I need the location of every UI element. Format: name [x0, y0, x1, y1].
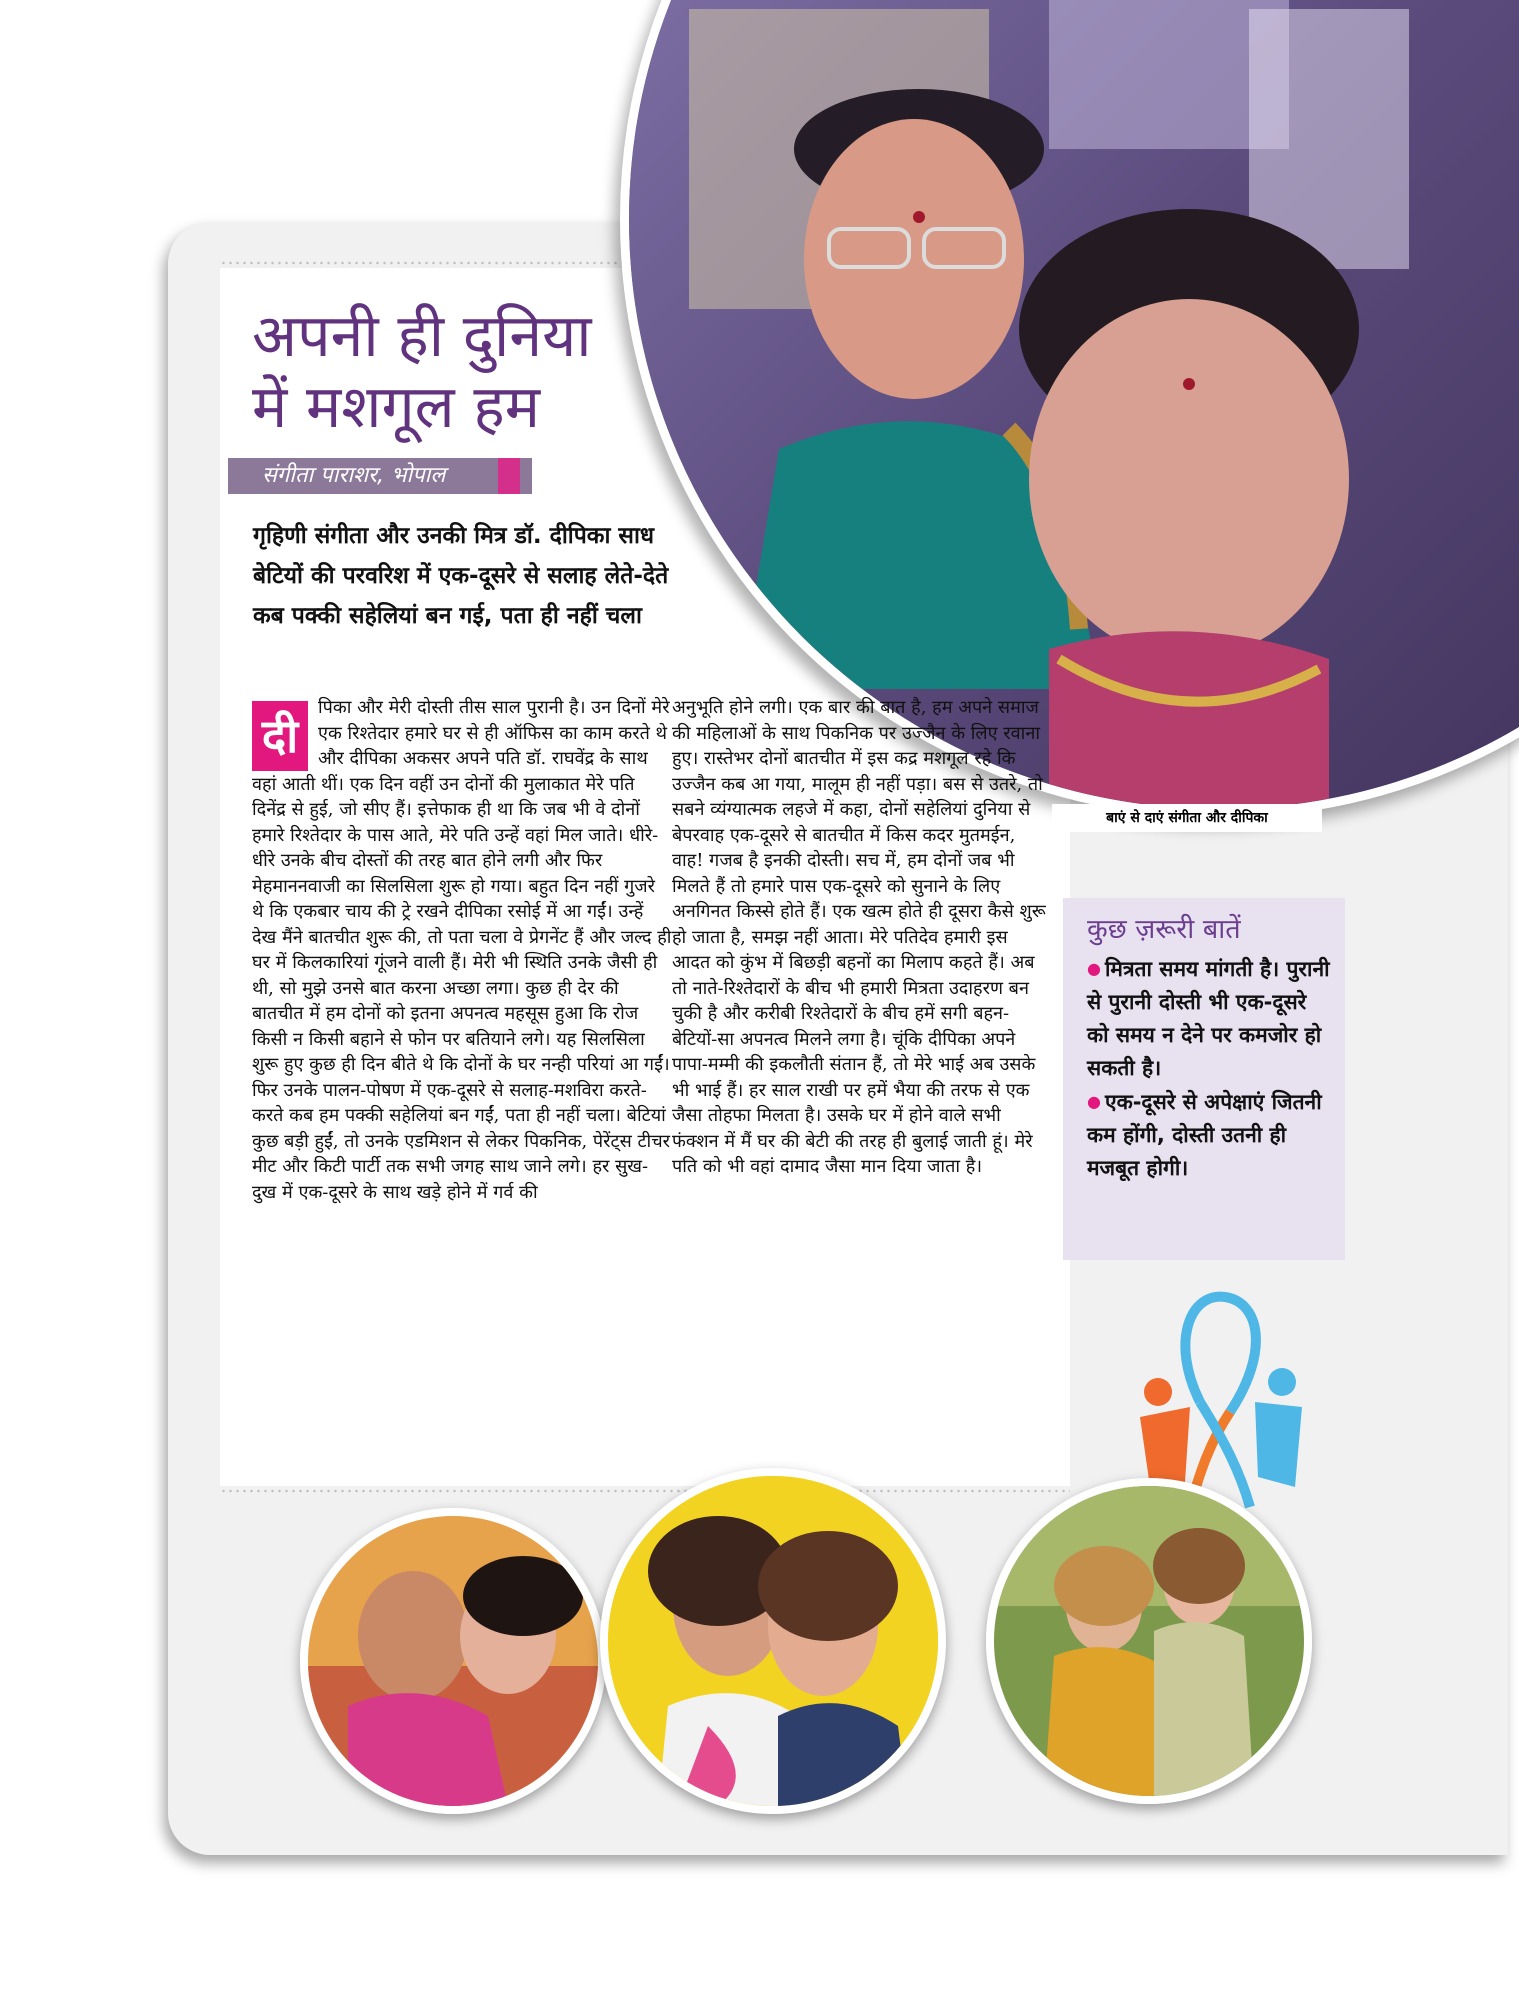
title-line-1: अपनी ही दुनिया	[252, 301, 592, 370]
friends-hug-photo	[300, 1508, 606, 1814]
tip-item-1	[1087, 952, 1331, 1085]
friends-walking-photo	[986, 1478, 1312, 1804]
tip-item-1-text: मित्रता समय मांगती है। पुरानी से पुरानी दोस्ती भी एक-दूसरे को समय न देने पर कमजोर हो सकती है।	[1087, 957, 1330, 1080]
body-column-2: अनुभूति होने लगी। एक बार की बात है, हम अपने समाज की महिलाओं के साथ पिकनिक पर उज्जैन के लिए रवाना हुए। रास्तेभर दोनों बातचीत में इस कद्र मशगूल रहे कि उज्जैन कब आ गया, मालूम ही नहीं पड़ा। बस से उतरे, तो सबने व्यंग्यात्मक लहजे में कहा, दोनों सहेलियां दुनिया से बेपरवाह एक-दूसरे से बातचीत में किस कदर मुतमईन, वाह! गजब है इनकी दोस्ती। सच में, हम दोनों जब भी मिलते हैं तो हमारे पास एक-दूसरे को सुनाने के लिए अनगिनत किस्से होते हैं। एक खत्म होते ही दूसरा कैसे शुरू हो जाता है, समझ नहीं आता। मेरे पतिदेव हमारी इस आदत को कुंभ में बिछड़ी बहनों का मिलाप कहते हैं। अब तो नाते-रिश्तेदारों के बीच भी हमारी मित्रता उदाहरण बन चुकी है और करीबी रिश्तेदारों के बीच हमें सगी बहन-बेटियों-सा अपनत्व मिलने लगा है। चूंकि दीपिका अपने पापा-मम्मी की इकलौती संतान हैं, तो मेरे भाई अब उसके भी भाई हैं। हर साल राखी पर हमें भैया की तरफ से एक जैसा तोहफा मिलता है। उसके घर में होने वाले सभी फंक्शन में मैं घर की बेटी की तरह ही बुलाई जाती हूं। मेरे पति को भी वहां दामाद जैसा मान दिया जाता है।	[672, 697, 1046, 1177]
body-column-1	[252, 695, 672, 1205]
bullet-icon: ●	[1087, 1092, 1101, 1111]
dropcap: दी	[252, 701, 308, 771]
friends-selfie-illustration	[608, 1476, 938, 1806]
lead-paragraph: गृहिणी संगीता और उनकी मित्र डॉ. दीपिका साध बेटियों की परवरिश में एक-दूसरे से सलाह लेते-देते कब पक्की सहेलियां बन गई, पता ही नहीं चला	[253, 523, 669, 629]
byline: संगीता पाराशर, भोपाल	[228, 458, 532, 494]
bullet-icon: ●	[1087, 959, 1101, 978]
friends-walking-illustration	[994, 1486, 1304, 1796]
dotted-border-bottom	[220, 1488, 1070, 1494]
article-title	[252, 300, 592, 443]
tip-item-2	[1087, 1085, 1331, 1185]
title-line-2: में मशगूल हम	[252, 372, 541, 442]
body-column-1-text: पिका और मेरी दोस्ती तीस साल पुरानी है। उन दिनों मेरे एक रिश्तेदार हमारे घर से ही ऑफिस का काम करते थे और दीपिका अकसर अपने पति डॉ. राघवेंद्र के साथ वहां आती थीं। एक दिन वहीं उन दोनों की मुलाकात मेरे पति दिनेंद्र से हुई, जो सीए हैं। इत्तेफाक ही था कि जब भी वे दोनों हमारे रिश्तेदार के पास आते, मेरे पति उन्हें वहां मिल जाते। धीरे-धीरे उनके बीच दोस्तों की तरह बात होने लगी और फिर मेहमाननवाजी का सिलसिला शुरू हो गया। बहुत दिन नहीं गुजरे थे कि एकबार चाय की ट्रे रखने दीपिका रसोई में आ गईं। उन्हें देख मैंने बातचीत शुरू की, तो पता चला वे प्रेगनेंट हैं और जल्द ही घर में किलकारियां गूंजने वाली हैं। मेरी भी स्थिति उनके जैसी ही थी, सो मुझे उनसे बात करना अच्छा लगा। कुछ ही देर की बातचीत में हम दोनों को इतना अपनत्व महसूस हुआ कि रोज किसी न किसी बहाने से फोन पर बतियाने लगे। यह सिलसिला शुरू हुए कुछ ही दिन बीते थे कि दोनों के घर नन्ही परियां आ गईं। फिर उनके पालन-पोषण में एक-दूसरे से सलाह-मशविरा करते-करते कब हम पक्की सहेलियां बन गईं, पता ही नहीं चला। बेटियां कुछ बड़ी हुईं, तो उनके एडमिशन से लेकर पिकनिक, पेरेंट्स टीचर मीट और किटी पार्टी तक सभी जगह साथ जाने लगे। हर सुख-दुख में एक-दूसरे के साथ खड़े होने में गर्व की	[252, 697, 672, 1203]
friends-hug-illustration	[308, 1516, 598, 1806]
tips-box	[1063, 898, 1345, 1260]
photo-caption: बाएं से दाएं संगीता और दीपिका	[1052, 804, 1322, 832]
friends-selfie-scooter-photo	[600, 1468, 946, 1814]
byline-accent	[498, 458, 520, 494]
tips-title: कुछ ज़रूरी बातें	[1087, 914, 1241, 945]
tip-item-2-text: एक-दूसरे से अपेक्षाएं जितनी कम होंगी, दोस्ती उतनी ही मजबूत होगी।	[1087, 1090, 1322, 1180]
